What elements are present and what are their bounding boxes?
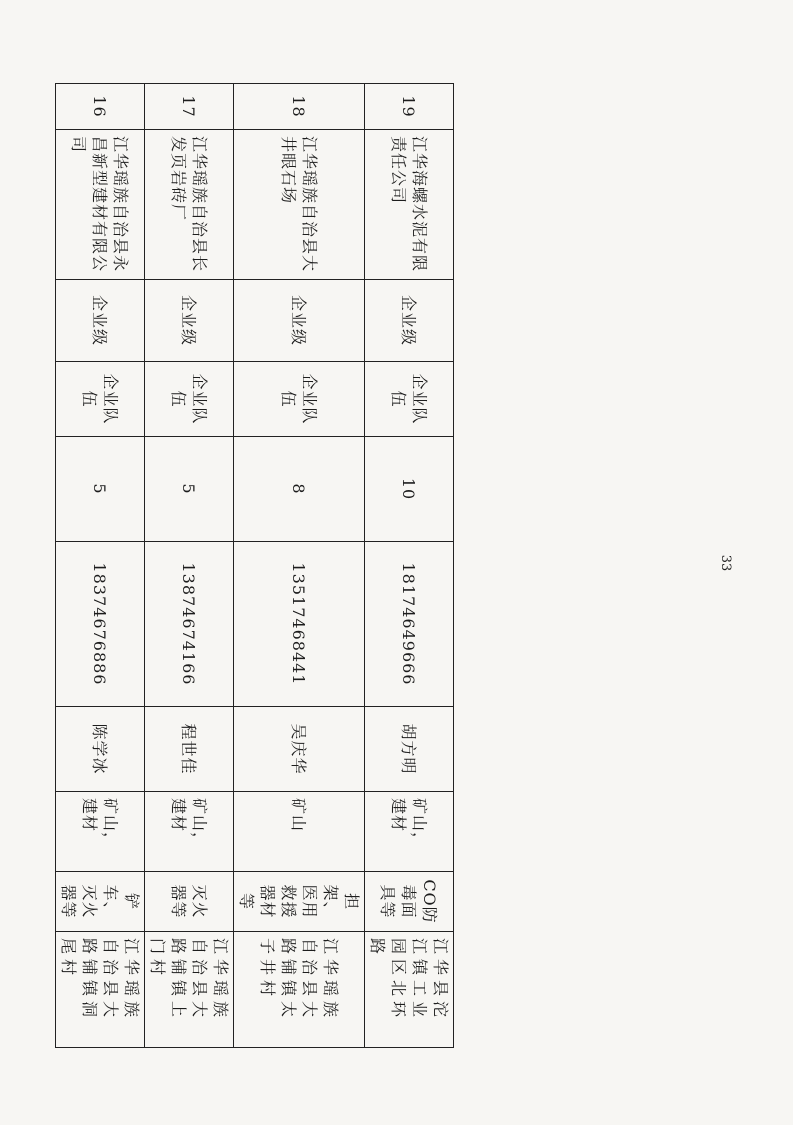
phone-cell: 18174649666 xyxy=(365,542,454,707)
equipment-cell: 担架、医用救援器材等 xyxy=(234,872,365,932)
industry-cell: 矿山 xyxy=(234,792,365,872)
industry-cell: 矿山，建材 xyxy=(145,792,234,872)
location-cell: 江华县沱江镇工业园区北环路 xyxy=(365,932,454,1048)
unit-name-cell: 江华瑶族自治县长发页岩砖厂 xyxy=(145,130,234,280)
table-body xyxy=(56,84,454,1048)
phone-cell: 13874674166 xyxy=(145,542,234,707)
equipment-cell: 铲车、灭火器等 xyxy=(56,872,145,932)
page-number: 33 xyxy=(718,554,733,572)
rotated-table-container xyxy=(59,83,454,1047)
team-type-cell: 企业队伍 xyxy=(234,362,365,437)
contact-cell: 吴庆华 xyxy=(234,707,365,792)
team-type-cell: 企业队伍 xyxy=(145,362,234,437)
table-row xyxy=(365,84,454,1048)
member-count-cell: 10 xyxy=(365,437,454,542)
seq-cell: 19 xyxy=(365,84,454,130)
member-count-cell: 5 xyxy=(145,437,234,542)
seq-cell: 17 xyxy=(145,84,234,130)
contact-cell: 陈学冰 xyxy=(56,707,145,792)
contact-cell: 程世佳 xyxy=(145,707,234,792)
level-cell: 企业级 xyxy=(56,280,145,362)
equipment-cell: CO防毒面具等 xyxy=(365,872,454,932)
unit-name-cell: 江华瑶族自治县大井眼石场 xyxy=(234,130,365,280)
industry-cell: 矿山，建材 xyxy=(365,792,454,872)
team-type-cell: 企业队伍 xyxy=(56,362,145,437)
contact-cell: 胡方明 xyxy=(365,707,454,792)
unit-name-cell: 江华瑶族自治县永昌新型建材有限公司 xyxy=(56,130,145,280)
emergency-team-table xyxy=(55,83,454,1048)
seq-cell: 16 xyxy=(56,84,145,130)
equipment-cell: 灭火器等 xyxy=(145,872,234,932)
seq-cell: 18 xyxy=(234,84,365,130)
phone-cell: 13517468441 xyxy=(234,542,365,707)
location-cell: 江华瑶族自治县大路铺镇上门村 xyxy=(145,932,234,1048)
member-count-cell: 8 xyxy=(234,437,365,542)
member-count-cell: 5 xyxy=(56,437,145,542)
phone-cell: 18374676886 xyxy=(56,542,145,707)
team-type-cell: 企业队伍 xyxy=(365,362,454,437)
table-row xyxy=(56,84,145,1048)
level-cell: 企业级 xyxy=(234,280,365,362)
level-cell: 企业级 xyxy=(145,280,234,362)
location-cell: 江华瑶族自治县大路铺镇太子井村 xyxy=(234,932,365,1048)
level-cell: 企业级 xyxy=(365,280,454,362)
industry-cell: 矿山，建材 xyxy=(56,792,145,872)
table-row xyxy=(234,84,365,1048)
location-cell: 江华瑶族自治县大路铺镇洞尾村 xyxy=(56,932,145,1048)
table-row xyxy=(145,84,234,1048)
unit-name-cell: 江华海螺水泥有限责任公司 xyxy=(365,130,454,280)
